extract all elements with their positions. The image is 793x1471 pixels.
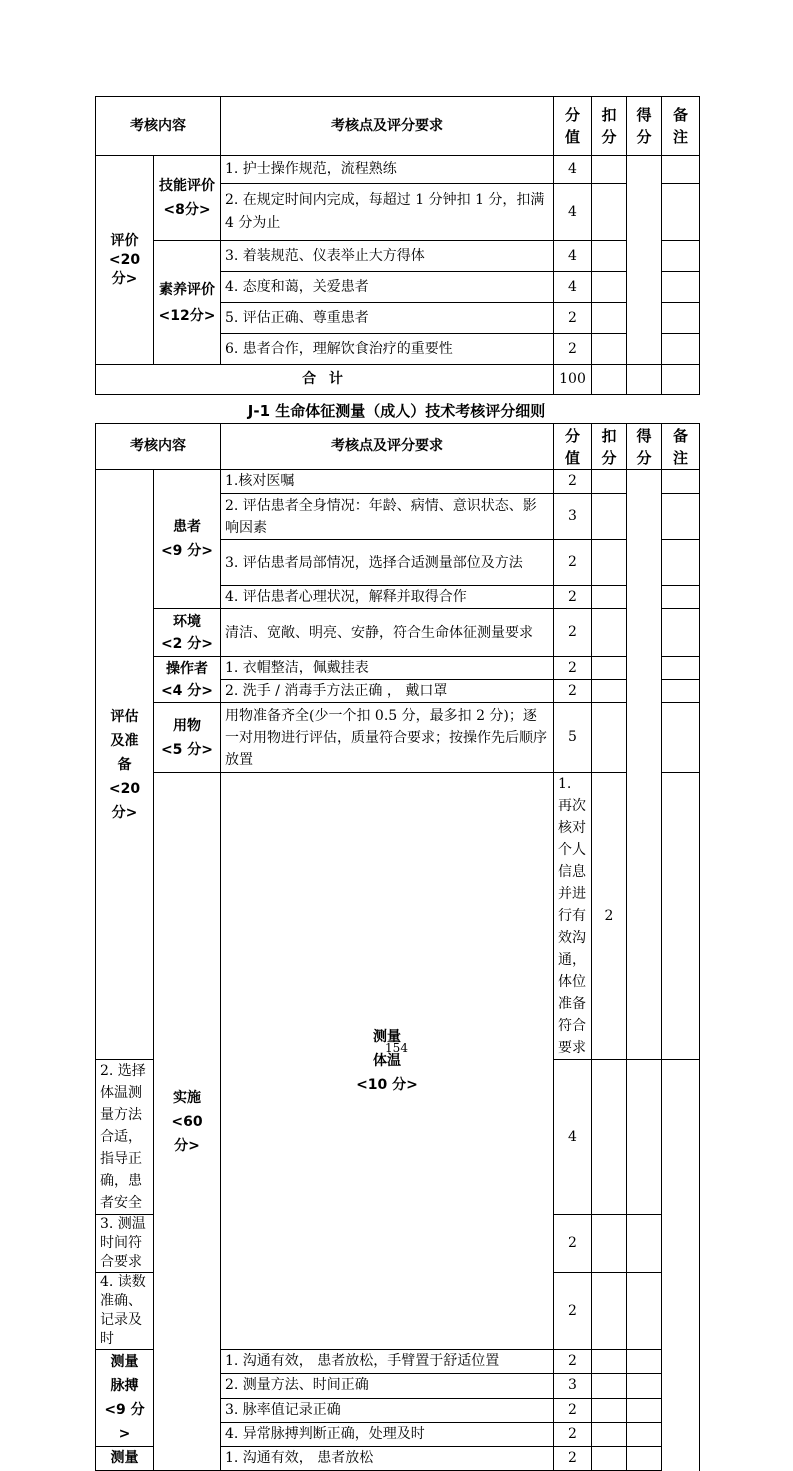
row-text: 2. 测量方法、时间正确 bbox=[221, 1374, 554, 1398]
category-implementation: 实施 <60 分> bbox=[154, 773, 221, 1471]
deduct-cell bbox=[592, 1398, 627, 1422]
note-cell bbox=[662, 303, 700, 334]
header-score: 分值 bbox=[554, 97, 592, 156]
row-score: 2 bbox=[554, 657, 592, 680]
row-text: 3. 评估患者局部情况，选择合适测量部位及方法 bbox=[221, 540, 554, 586]
note-cell bbox=[662, 540, 700, 586]
deduct-cell bbox=[592, 703, 627, 773]
row-score: 2 bbox=[592, 773, 627, 1060]
note-cell bbox=[662, 334, 700, 365]
row-text: 6. 患者合作，理解饮食治疗的重要性 bbox=[221, 334, 554, 365]
header-content: 考核内容 bbox=[96, 424, 221, 470]
note-cell bbox=[627, 1422, 662, 1446]
row-text: 3. 脉率值记录正确 bbox=[221, 1398, 554, 1422]
deduct-cell bbox=[592, 609, 627, 657]
row-text: 3. 测温时间符合要求 bbox=[96, 1215, 154, 1273]
group-pulse: 测量 脉搏 <9 分> bbox=[96, 1350, 154, 1447]
group-temperature: 测量 体温 <10 分> bbox=[221, 773, 554, 1350]
deduct-cell bbox=[592, 1350, 627, 1374]
deduct-cell bbox=[592, 494, 627, 540]
deduct-cell bbox=[592, 334, 627, 365]
row-score: 4 bbox=[554, 241, 592, 272]
group-measure-next: 测量 bbox=[96, 1447, 154, 1471]
header-deduct: 扣分 bbox=[592, 97, 627, 156]
note-cell bbox=[627, 1374, 662, 1398]
deduct-cell bbox=[592, 1447, 627, 1471]
deduct-cell bbox=[592, 540, 627, 586]
deduct-cell bbox=[592, 156, 627, 184]
row-text: 4. 读数准确、记录及时 bbox=[96, 1273, 154, 1350]
total-score: 100 bbox=[554, 365, 592, 395]
header-points: 考核点及评分要求 bbox=[221, 424, 554, 470]
row-text: 1. 衣帽整洁，佩戴挂表 bbox=[221, 657, 554, 680]
row-score: 2 bbox=[554, 586, 592, 609]
note-cell bbox=[662, 241, 700, 272]
row-score: 4 bbox=[554, 184, 592, 241]
note-cell bbox=[662, 657, 700, 680]
category-evaluation: 评价 <20 分> bbox=[96, 156, 154, 365]
row-text: 4. 评估患者心理状况，解释并取得合作 bbox=[221, 586, 554, 609]
section-title: J-1 生命体征测量（成人）技术考核评分细则 bbox=[247, 402, 546, 420]
note-cell bbox=[662, 272, 700, 303]
row-score: 3 bbox=[554, 494, 592, 540]
note-cell bbox=[662, 703, 700, 773]
deduct-cell bbox=[592, 1215, 627, 1273]
note-cell bbox=[627, 1447, 662, 1471]
deduct-cell bbox=[592, 184, 627, 241]
row-score: 4 bbox=[554, 1060, 592, 1215]
deduct-cell bbox=[592, 1422, 627, 1446]
row-text: 用物准备齐全(少一个扣 0.5 分，最多扣 2 分)；逐一对用物进行评估，质量符合要求；按操作先后顺序放置 bbox=[221, 703, 554, 773]
note-cell bbox=[662, 156, 700, 184]
row-score: 4 bbox=[554, 272, 592, 303]
group-operator: 操作者 <4 分> bbox=[154, 657, 221, 703]
total-label: 合 计 bbox=[96, 365, 554, 395]
row-score: 2 bbox=[554, 540, 592, 586]
page-number: 154 bbox=[385, 1041, 408, 1055]
row-score: 2 bbox=[554, 303, 592, 334]
group-skill: 技能评价 <8分> bbox=[154, 156, 221, 241]
deduct-cell bbox=[592, 470, 627, 494]
note-cell bbox=[627, 1060, 662, 1215]
row-text: 清洁、宽敞、明亮、安静，符合生命体征测量要求 bbox=[221, 609, 554, 657]
group-patient: 患者 <9 分> bbox=[154, 470, 221, 609]
deduct-cell bbox=[592, 365, 627, 395]
note-cell bbox=[662, 680, 700, 703]
row-score: 5 bbox=[554, 703, 592, 773]
deduct-cell bbox=[592, 272, 627, 303]
row-score: 2 bbox=[554, 1350, 592, 1374]
row-text: 2. 评估患者全身情况：年龄、病情、意识状态、影响因素 bbox=[221, 494, 554, 540]
row-score: 2 bbox=[554, 609, 592, 657]
category-assessment: 评估 及准 备 <20 分> bbox=[96, 470, 154, 1060]
row-score: 2 bbox=[554, 334, 592, 365]
group-environment: 环境 <2 分> bbox=[154, 609, 221, 657]
row-score: 2 bbox=[554, 680, 592, 703]
group-supplies: 用物 <5 分> bbox=[154, 703, 221, 773]
row-score: 2 bbox=[554, 1273, 592, 1350]
got-cell bbox=[627, 156, 662, 365]
row-score: 2 bbox=[554, 1215, 592, 1273]
note-cell bbox=[627, 1273, 662, 1350]
deduct-cell bbox=[592, 657, 627, 680]
note-cell bbox=[662, 586, 700, 609]
row-score: 2 bbox=[554, 1398, 592, 1422]
header-deduct: 扣分 bbox=[592, 424, 627, 470]
note-cell bbox=[627, 1350, 662, 1374]
row-score: 3 bbox=[554, 1374, 592, 1398]
score-table-evaluation bbox=[95, 96, 700, 395]
header-note: 备注 bbox=[662, 97, 700, 156]
deduct-cell bbox=[592, 1060, 627, 1215]
note-cell bbox=[627, 1215, 662, 1273]
score-table-vital-signs bbox=[95, 423, 700, 1471]
header-got: 得分 bbox=[627, 424, 662, 470]
note-cell bbox=[662, 365, 700, 395]
row-text: 1. 沟通有效， 患者放松，手臂置于舒适位置 bbox=[221, 1350, 554, 1374]
deduct-cell bbox=[592, 680, 627, 703]
header-note: 备注 bbox=[662, 424, 700, 470]
got-cell bbox=[627, 365, 662, 395]
deduct-cell bbox=[662, 773, 700, 1060]
header-content: 考核内容 bbox=[96, 97, 221, 156]
row-text: 1.核对医嘱 bbox=[221, 470, 554, 494]
deduct-cell bbox=[592, 586, 627, 609]
note-cell bbox=[662, 470, 700, 494]
row-text: 4. 态度和蔼，关爱患者 bbox=[221, 272, 554, 303]
note-cell bbox=[627, 1398, 662, 1422]
row-text: 2. 在规定时间内完成，每超过 1 分钟扣 1 分，扣满 4 分为止 bbox=[221, 184, 554, 241]
row-text: 3. 着装规范、仪表举止大方得体 bbox=[221, 241, 554, 272]
note-cell bbox=[662, 494, 700, 540]
deduct-cell bbox=[592, 1273, 627, 1350]
deduct-cell bbox=[592, 241, 627, 272]
row-text: 2. 洗手 / 消毒手方法正确 ， 戴口罩 bbox=[221, 680, 554, 703]
note-cell bbox=[662, 609, 700, 657]
row-text: 2. 选择体温测量方法合适，指导正确，患者安全 bbox=[96, 1060, 154, 1215]
deduct-cell bbox=[592, 1374, 627, 1398]
note-cell bbox=[662, 184, 700, 241]
row-score: 2 bbox=[554, 1422, 592, 1446]
row-text: 5. 评估正确、尊重患者 bbox=[221, 303, 554, 334]
row-score: 2 bbox=[554, 1447, 592, 1471]
header-got: 得分 bbox=[627, 97, 662, 156]
row-score: 4 bbox=[554, 156, 592, 184]
group-quality: 素养评价 <12分> bbox=[154, 241, 221, 365]
header-score: 分值 bbox=[554, 424, 592, 470]
row-score: 2 bbox=[554, 470, 592, 494]
row-text: 1. 再次核对个人信息并进行有效沟通，体位准备符合要求 bbox=[554, 773, 592, 1060]
header-points: 考核点及评分要求 bbox=[221, 97, 554, 156]
row-text: 4. 异常脉搏判断正确，处理及时 bbox=[221, 1422, 554, 1446]
got-cell bbox=[627, 470, 662, 1060]
row-text: 1. 护士操作规范，流程熟练 bbox=[221, 156, 554, 184]
row-text: 1. 沟通有效， 患者放松 bbox=[221, 1447, 554, 1471]
deduct-cell bbox=[592, 303, 627, 334]
